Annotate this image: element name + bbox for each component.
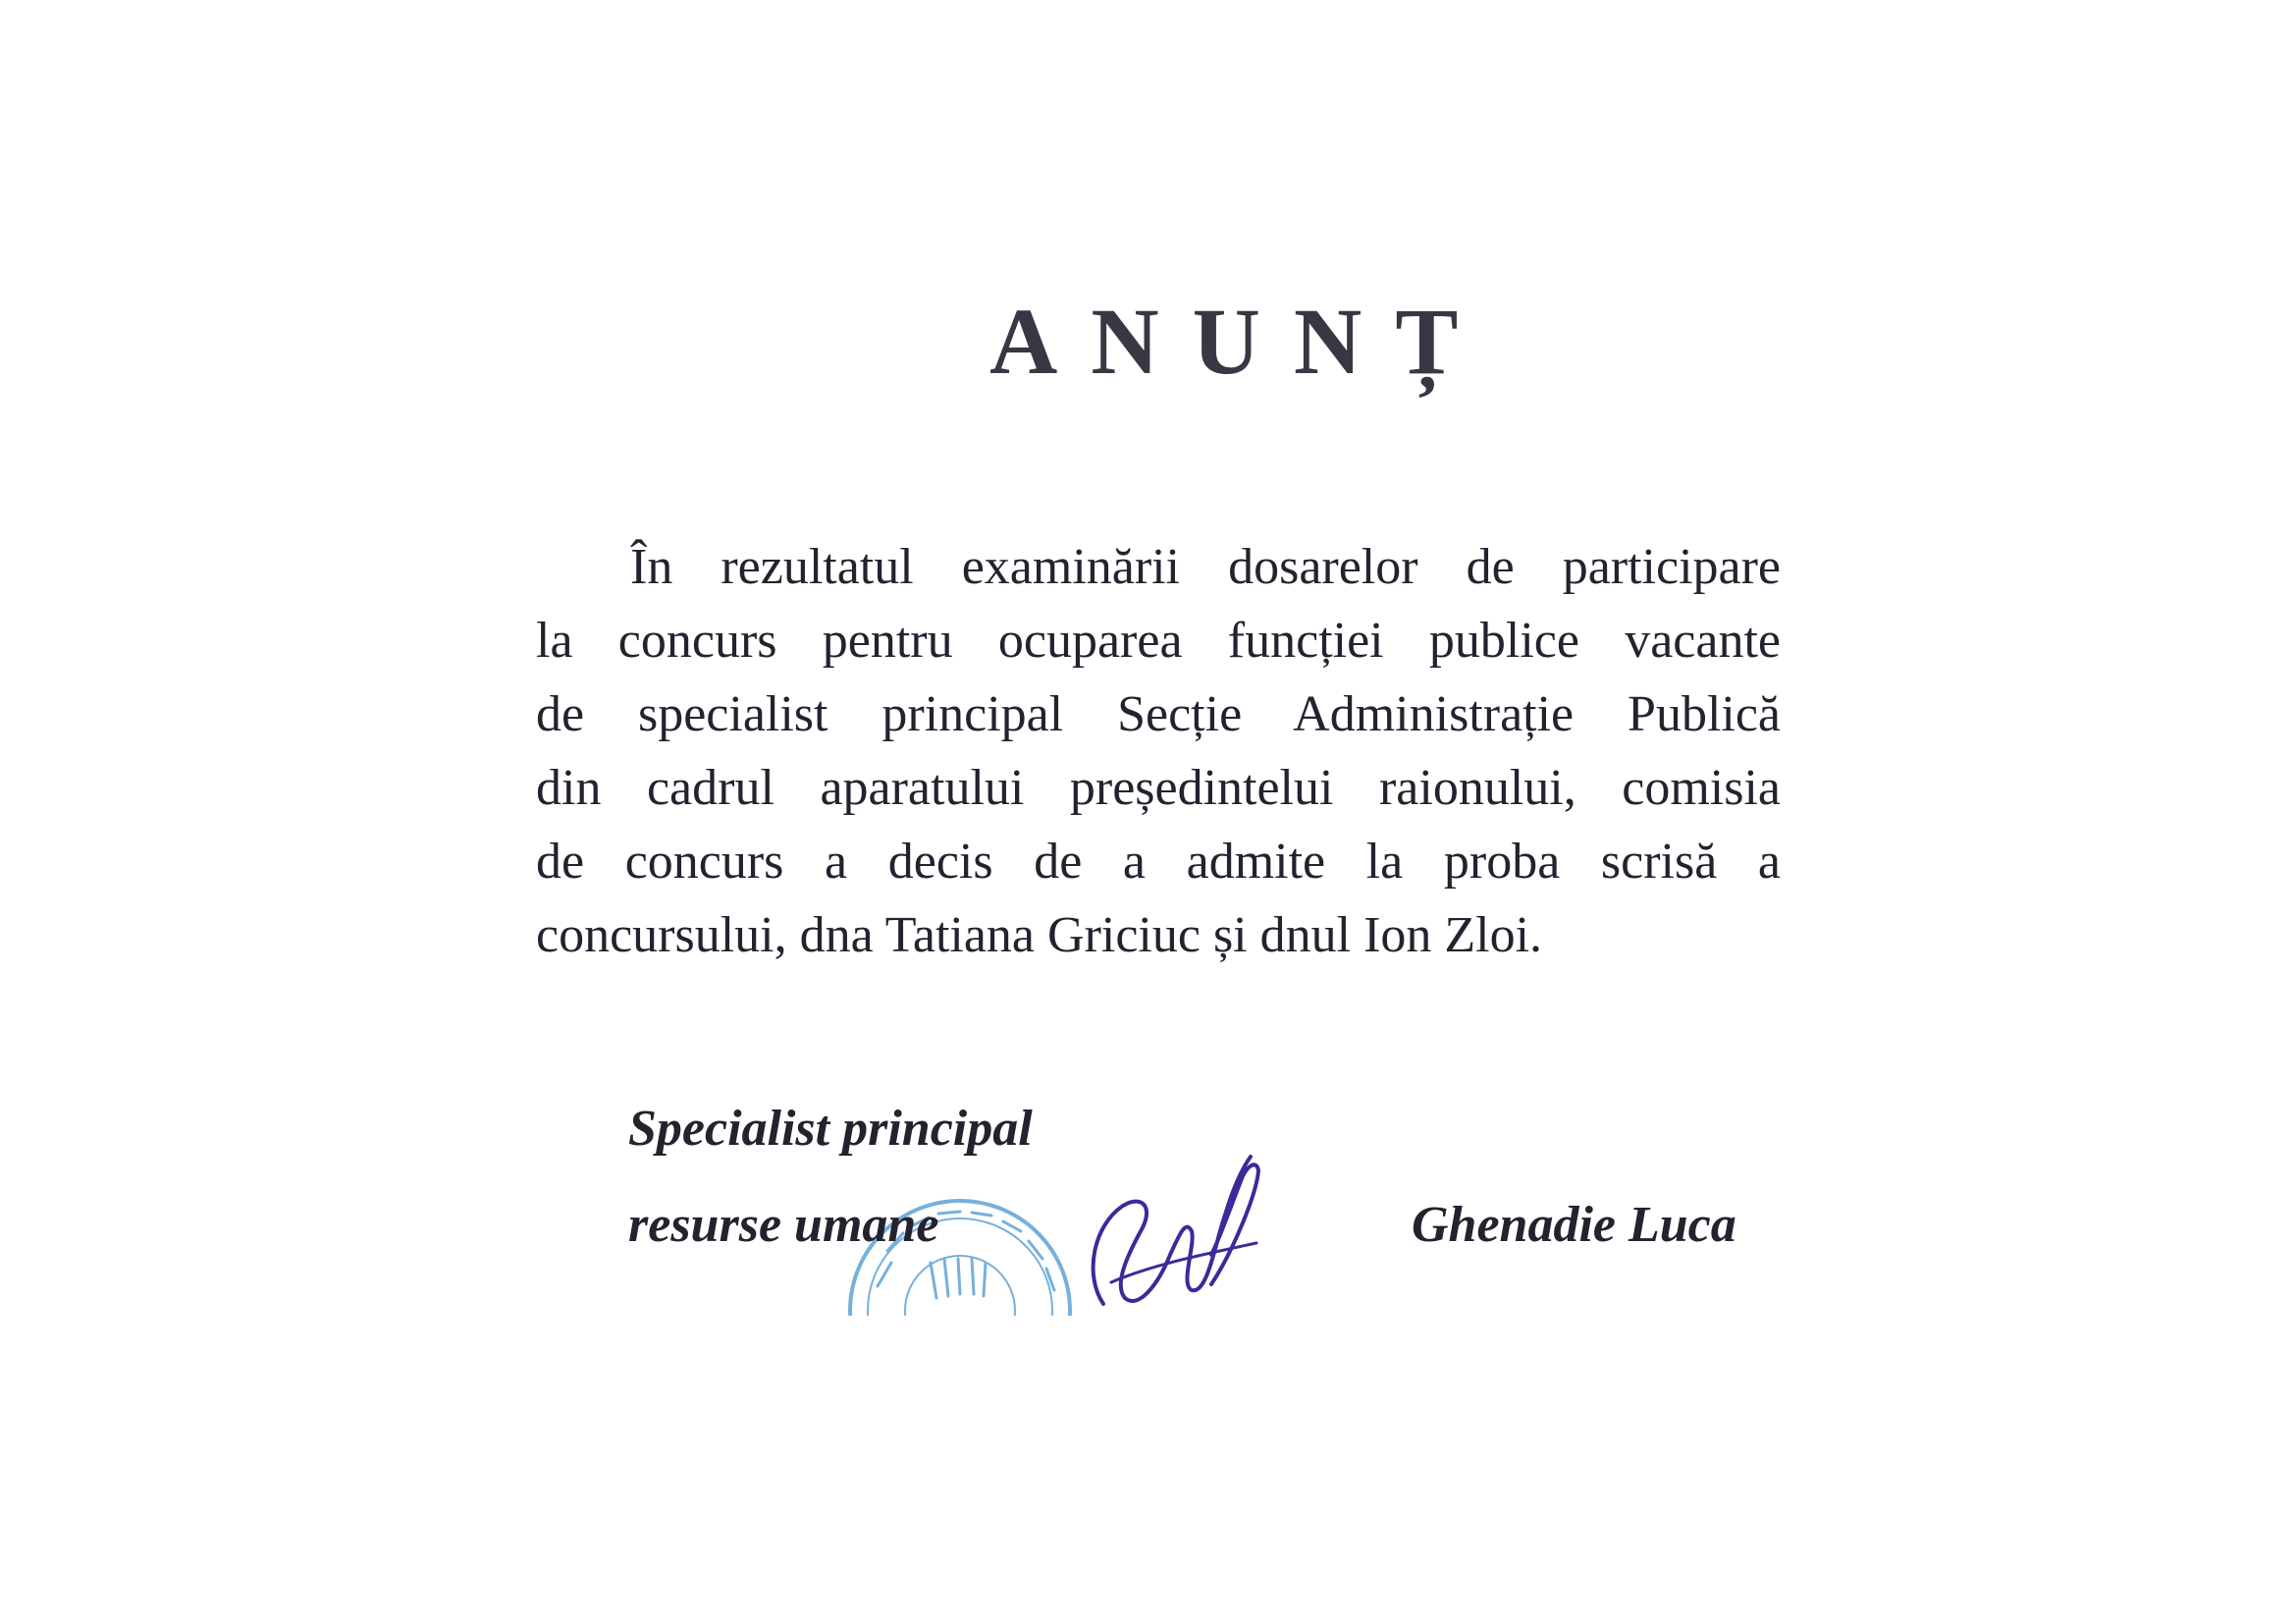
paragraph-line-4: din cadrul aparatului președintelui raionului, comisia (536, 760, 1781, 816)
paragraph-line-6: concursului, dna Tatiana Griciuc și dnul Ion Zloi. (536, 907, 1543, 963)
signatory-role-line-1: Specialist principal (628, 1101, 1033, 1157)
signatory-role-line-2: resurse umane (628, 1197, 939, 1253)
signatory-name: Ghenadie Luca (1412, 1197, 1736, 1253)
handwritten-signature-icon (1064, 1137, 1270, 1324)
announcement-body (536, 530, 1781, 982)
paragraph-line-5: de concurs a decis de a admite la proba scrisă a (536, 834, 1781, 890)
paragraph-line-3: de specialist principal Secție Administrație Publică (536, 686, 1781, 742)
announcement-title: ANUNȚ (989, 289, 1492, 394)
paragraph-line-1: În rezultatul examinării dosarelor de participare (630, 539, 1781, 595)
paragraph-line-2: la concurs pentru ocuparea funcției publice vacante (536, 613, 1781, 669)
